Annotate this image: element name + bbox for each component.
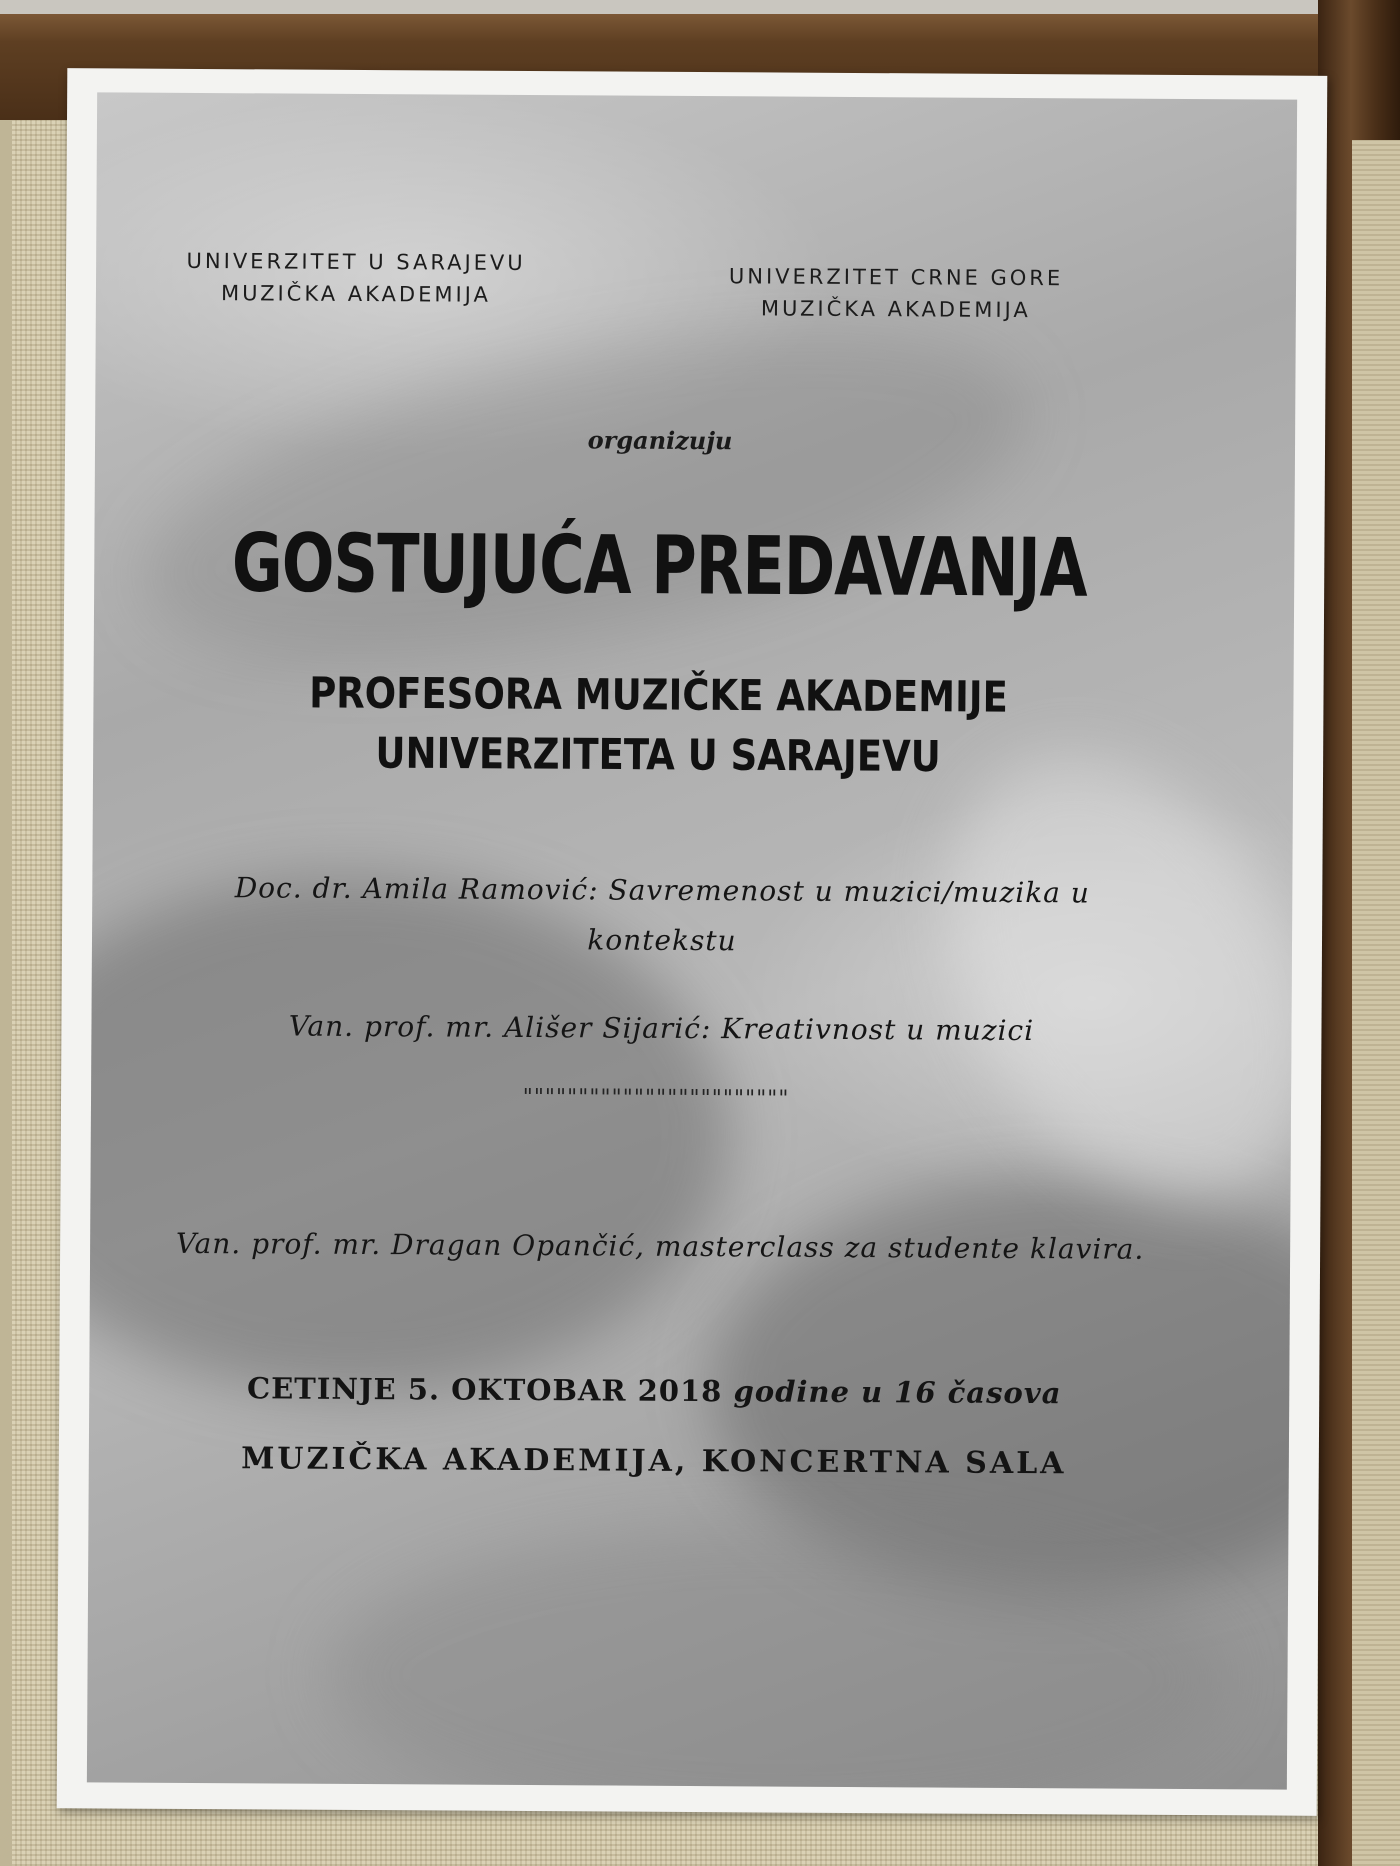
lecture-item [160, 1219, 1160, 1275]
lecture-topic: Savremenost u muzici/muzika u kontekstu [587, 873, 1090, 958]
lecture-topic: masterclass za studente klavira. [654, 1229, 1145, 1266]
lecture-speaker: Van. prof. mr. Dragan Opančić, [175, 1226, 646, 1263]
lecture-speaker: Van. prof. mr. Ališer Sijarić: [288, 1009, 712, 1046]
event-place-date: CETINJE 5. OKTOBAR 2018 [246, 1371, 723, 1409]
intro-text: organizuju [587, 425, 733, 456]
event-date [89, 1370, 1219, 1411]
institution-right-line1: UNIVERZITET CRNE GORE [728, 264, 1064, 291]
lecture-speaker: Doc. dr. Amila Ramović: [234, 871, 599, 907]
wall-strip [0, 0, 1400, 14]
lecture-topic: Kreativnost u muzici [721, 1012, 1035, 1048]
poster-title: GOSTUJUĆA PREDAVANJA [231, 515, 1088, 616]
institution-right-line2: MUZIČKA AKADEMIJA [760, 296, 1031, 323]
poster-sheet [57, 68, 1328, 1816]
institution-left-line1: UNIVERZITET U SARAJEVU [186, 248, 526, 275]
institution-left [146, 245, 566, 312]
event-time: godine u 16 časova [733, 1374, 1062, 1411]
poster-print-area [87, 92, 1297, 1789]
event-venue: MUZIČKA AKADEMIJA, KONCERTNA SALA [241, 1441, 1067, 1482]
lecture-item [162, 863, 1163, 969]
frame-left-edge [0, 110, 12, 1866]
divider-marks: """""""""""""""""""""""" [522, 1084, 790, 1112]
poster-text [87, 92, 1297, 1789]
institution-left-line2: MUZIČKA AKADEMIJA [220, 281, 491, 307]
lecture-item [161, 1001, 1161, 1057]
poster-subtitle: PROFESORA MUZIČKE AKADEMIJE UNIVERZITETA U SARAJEVU [309, 668, 1009, 782]
institution-right [686, 260, 1106, 327]
burlap-edge-right [1352, 140, 1400, 1866]
